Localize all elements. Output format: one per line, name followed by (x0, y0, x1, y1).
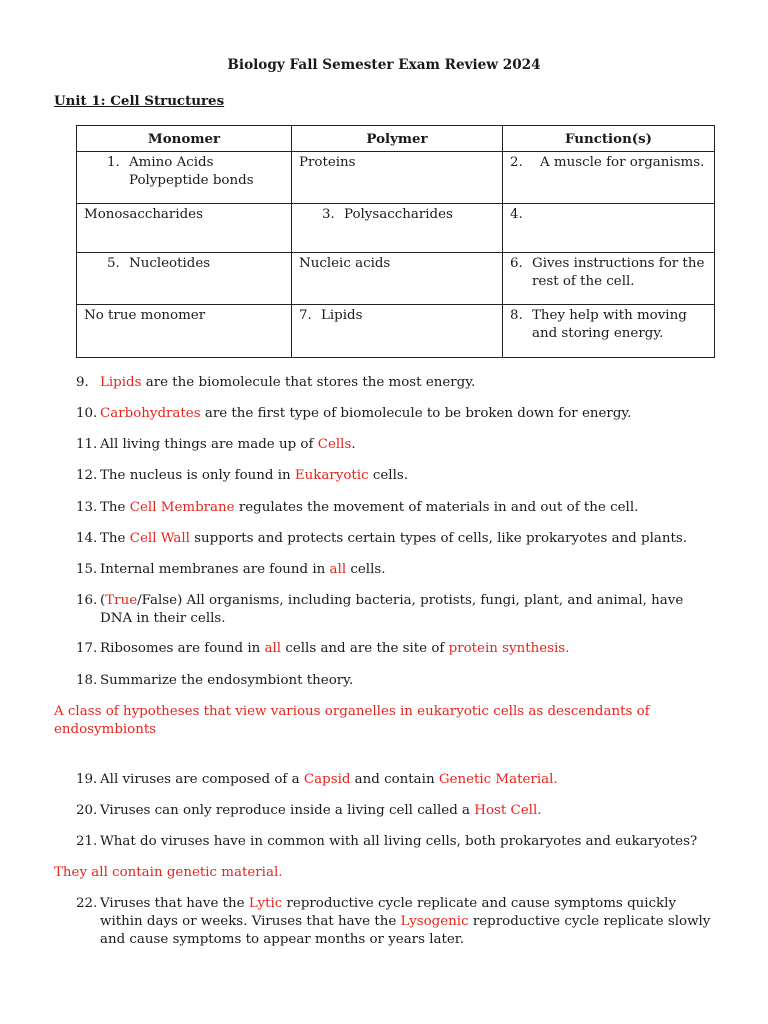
item-number: 2. (510, 155, 523, 170)
answer-text: all (329, 562, 347, 577)
biomolecule-table (76, 125, 715, 358)
question-number: 20. (76, 803, 98, 818)
question-text (100, 802, 542, 820)
question-9 (76, 374, 716, 392)
answer-text: Cells (317, 437, 352, 452)
question-text-part: reproductive cycle replicate and cause symptoms quickly within days or weeks. Viruses that have the (100, 896, 677, 929)
question-11 (76, 436, 716, 454)
item-number: 7. (299, 308, 312, 323)
question-text (100, 771, 558, 789)
answer-text: all (264, 641, 282, 656)
table-cell: Nucleic acids (292, 253, 503, 305)
question-20 (76, 802, 716, 820)
question-21 (76, 833, 716, 851)
table-cell: Proteins (292, 152, 503, 204)
question-text-part: All viruses are composed of a (100, 772, 304, 787)
answer-text: Lipids (100, 375, 142, 390)
question-14 (76, 530, 716, 548)
question-number: 12. (76, 468, 98, 483)
question-number: 10. (76, 406, 98, 421)
question-text (100, 374, 475, 392)
question-text-part: are the first type of biomolecule to be broken down for energy. (200, 406, 632, 421)
function-text: Gives instructions for the rest of the cell. (532, 256, 705, 289)
item-number: 6. (510, 256, 523, 271)
question-text-part: The (100, 531, 130, 546)
header-functions: Function(s) (503, 126, 715, 152)
table-cell (503, 305, 715, 358)
answer-text: Genetic Material. (438, 772, 558, 787)
question-text (100, 895, 716, 949)
question-text-part: Viruses that have the (100, 896, 249, 911)
table-row (77, 305, 715, 358)
question-text (100, 499, 638, 517)
question-number: 19. (76, 772, 98, 787)
question-text (100, 640, 569, 658)
answer-text: Lysogenic (400, 914, 469, 929)
item-number: 1. (107, 155, 120, 170)
question-text (100, 405, 631, 423)
page-title: Biology Fall Semester Exam Review 2024 (227, 57, 541, 73)
question-text-part: . (351, 437, 356, 452)
question-text-part: reproductive cycle replicate slowly and cause symptoms to appear months or years later. (100, 914, 711, 947)
question-19 (76, 771, 716, 789)
question-15 (76, 561, 716, 579)
question-text (100, 592, 716, 628)
table-cell (503, 152, 715, 204)
monomer-text: Nucleotides (129, 256, 211, 271)
answer-text: Cell Membrane (129, 500, 235, 515)
question-text-part: All living things are made up of (100, 437, 318, 452)
question-text-part: cells. (346, 562, 386, 577)
header-polymer: Polymer (292, 126, 503, 152)
header-monomer: Monomer (77, 126, 292, 152)
answer-text: Capsid (303, 772, 351, 787)
table-cell (292, 305, 503, 358)
polymer-text: Polysaccharides (344, 207, 453, 222)
item-number: 5. (107, 256, 120, 271)
table-row (77, 152, 715, 204)
table-header-row (77, 126, 715, 152)
answer-text: protein synthesis. (448, 641, 570, 656)
question-text: What do viruses have in common with all living cells, both prokaryotes and eukaryotes? (100, 834, 698, 849)
question-text-part: cells. (368, 468, 408, 483)
question-number: 22. (76, 896, 98, 911)
table-cell (77, 253, 292, 305)
monomer-text: Amino Acids (129, 155, 214, 170)
question-10 (76, 405, 716, 423)
table-row (77, 253, 715, 305)
question-text-part: Viruses can only reproduce inside a living cell called a (100, 803, 475, 818)
table-cell (77, 152, 292, 204)
answer-text: Cell Wall (129, 531, 190, 546)
question-13 (76, 499, 716, 517)
answer-text: True (105, 593, 138, 608)
answer-text: Lytic (248, 896, 283, 911)
question-text-part: The nucleus is only found in (100, 468, 295, 483)
question-22 (76, 895, 716, 949)
question-text-part: are the biomolecule that stores the most energy. (141, 375, 476, 390)
question-number: 15. (76, 562, 98, 577)
answer-21: They all contain genetic material. (54, 865, 283, 880)
table-cell (503, 253, 715, 305)
cell-text (129, 154, 254, 190)
answer-text: Host Cell. (474, 803, 542, 818)
question-number: 16. (76, 593, 98, 608)
question-text-part: regulates the movement of materials in and out of the cell. (234, 500, 639, 515)
item-number: 4. (510, 207, 523, 222)
question-number: 17. (76, 641, 98, 656)
table-row (77, 204, 715, 253)
question-text-part: ( (100, 593, 106, 608)
answer-18: A class of hypotheses that view various organelles in eukaryotic cells as descendants of endosymbionts (54, 704, 650, 737)
table-cell: No true monomer (77, 305, 292, 358)
question-17 (76, 640, 716, 658)
table-cell: Monosaccharides (77, 204, 292, 253)
question-text: Summarize the endosymbiont theory. (100, 673, 354, 688)
question-text-part: Ribosomes are found in (100, 641, 265, 656)
question-number: 13. (76, 500, 98, 515)
question-text (100, 436, 356, 454)
function-text: A muscle for organisms. (540, 155, 705, 170)
question-text-part: Internal membranes are found in (100, 562, 330, 577)
answer-text: Carbohydrates (100, 406, 201, 421)
monomer-text-line2: Polypeptide bonds (129, 173, 254, 188)
question-text (100, 467, 408, 485)
question-number: 18. (76, 673, 98, 688)
item-number: 3. (322, 207, 335, 222)
function-text: They help with moving and storing energy. (532, 308, 687, 341)
question-text-part: cells and are the site of (281, 641, 449, 656)
unit-heading: Unit 1: Cell Structures (54, 93, 225, 109)
question-text-part: and contain (350, 772, 439, 787)
question-number: 11. (76, 437, 98, 452)
item-number: 8. (510, 308, 523, 323)
question-number: 9. (76, 375, 89, 390)
answer-text: Eukaryotic (294, 468, 369, 483)
question-text-part: supports and protects certain types of cells, like prokaryotes and plants. (189, 531, 687, 546)
question-text (100, 561, 385, 579)
question-text-part: /False) All organisms, including bacteria, protists, fungi, plant, and animal, have DNA in their cells. (100, 593, 684, 626)
question-text (100, 530, 687, 548)
question-number: 14. (76, 531, 98, 546)
question-text-part: The (100, 500, 130, 515)
table-cell (292, 204, 503, 253)
question-number: 21. (76, 834, 98, 849)
question-12 (76, 467, 716, 485)
polymer-text: Lipids (321, 308, 363, 323)
question-16 (76, 592, 716, 628)
question-18 (76, 672, 716, 690)
table-cell (503, 204, 715, 253)
